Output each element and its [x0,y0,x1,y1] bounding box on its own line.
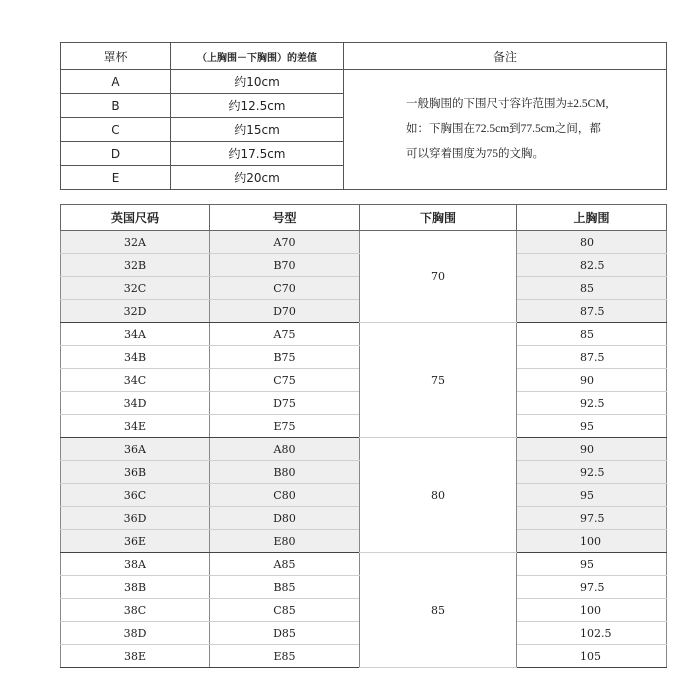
cup-row [61,70,667,94]
bust-cell: 90 [517,438,667,461]
uk-size-cell: 36E [61,530,210,553]
uk-size-cell: 34E [61,415,210,438]
size-code-cell: E85 [210,645,360,668]
size-code-cell: B70 [210,254,360,277]
bust-cell: 92.5 [517,392,667,415]
cup-cell: D [61,142,171,166]
size-code-cell: B85 [210,576,360,599]
header-size-code: 号型 [210,205,360,231]
bust-cell: 87.5 [517,346,667,369]
bust-cell: 95 [517,415,667,438]
cup-table-header [61,43,667,70]
uk-size-cell: 34A [61,323,210,346]
size-code-cell: B75 [210,346,360,369]
uk-size-cell: 38D [61,622,210,645]
uk-size-cell: 36C [61,484,210,507]
size-row [61,323,667,346]
size-code-cell: A80 [210,438,360,461]
size-code-cell: D70 [210,300,360,323]
uk-size-cell: 32D [61,300,210,323]
header-uk-size: 英国尺码 [61,205,210,231]
header-bust: 上胸围 [517,205,667,231]
size-row [61,231,667,254]
size-row [61,438,667,461]
bust-cell: 97.5 [517,576,667,599]
bust-cell: 85 [517,323,667,346]
uk-size-cell: 34B [61,346,210,369]
size-chart-table [60,204,667,668]
header-difference: （上胸围－下胸围）的差值 [171,43,344,70]
size-code-cell: A70 [210,231,360,254]
header-underbust: 下胸围 [360,205,517,231]
remarks-cell [344,70,667,190]
bust-cell: 95 [517,553,667,576]
bust-cell: 102.5 [517,622,667,645]
size-code-cell: A85 [210,553,360,576]
underbust-cell: 75 [360,323,517,438]
size-code-cell: C85 [210,599,360,622]
bust-cell: 105 [517,645,667,668]
size-code-cell: C80 [210,484,360,507]
size-code-cell: D75 [210,392,360,415]
bust-cell: 92.5 [517,461,667,484]
uk-size-cell: 34D [61,392,210,415]
uk-size-cell: 36B [61,461,210,484]
header-remarks: 备注 [344,43,667,70]
remarks-line: 一般胸围的下围尺寸容许范围为±2.5CM, [406,98,609,110]
bust-cell: 100 [517,599,667,622]
uk-size-cell: 38A [61,553,210,576]
difference-cell: 约17.5cm [171,142,344,166]
uk-size-cell: 32C [61,277,210,300]
bust-cell: 100 [517,530,667,553]
cup-cell: A [61,70,171,94]
size-code-cell: D85 [210,622,360,645]
uk-size-cell: 36D [61,507,210,530]
size-code-cell: C75 [210,369,360,392]
bust-cell: 85 [517,277,667,300]
bust-cell: 95 [517,484,667,507]
bust-cell: 82.5 [517,254,667,277]
size-code-cell: D80 [210,507,360,530]
difference-cell: 约15cm [171,118,344,142]
size-row [61,553,667,576]
cup-difference-table [60,42,667,190]
uk-size-cell: 32A [61,231,210,254]
uk-size-cell: 34C [61,369,210,392]
uk-size-cell: 32B [61,254,210,277]
cup-cell: C [61,118,171,142]
remarks-line: 可以穿着围度为75的文胸。 [406,148,544,160]
header-cup: 罩杯 [61,43,171,70]
uk-size-cell: 38E [61,645,210,668]
size-code-cell: A75 [210,323,360,346]
underbust-cell: 85 [360,553,517,668]
underbust-cell: 80 [360,438,517,553]
difference-cell: 约12.5cm [171,94,344,118]
size-code-cell: E80 [210,530,360,553]
bust-cell: 87.5 [517,300,667,323]
uk-size-cell: 36A [61,438,210,461]
size-code-cell: C70 [210,277,360,300]
bust-cell: 97.5 [517,507,667,530]
underbust-cell: 70 [360,231,517,323]
remarks-line: 如：下胸围在72.5cm到77.5cm之间，都 [406,123,601,135]
bust-cell: 80 [517,231,667,254]
cup-cell: E [61,166,171,190]
size-code-cell: E75 [210,415,360,438]
cup-cell: B [61,94,171,118]
uk-size-cell: 38B [61,576,210,599]
size-table-header [61,205,667,231]
bust-cell: 90 [517,369,667,392]
size-code-cell: B80 [210,461,360,484]
difference-cell: 约10cm [171,70,344,94]
difference-cell: 约20cm [171,166,344,190]
uk-size-cell: 38C [61,599,210,622]
